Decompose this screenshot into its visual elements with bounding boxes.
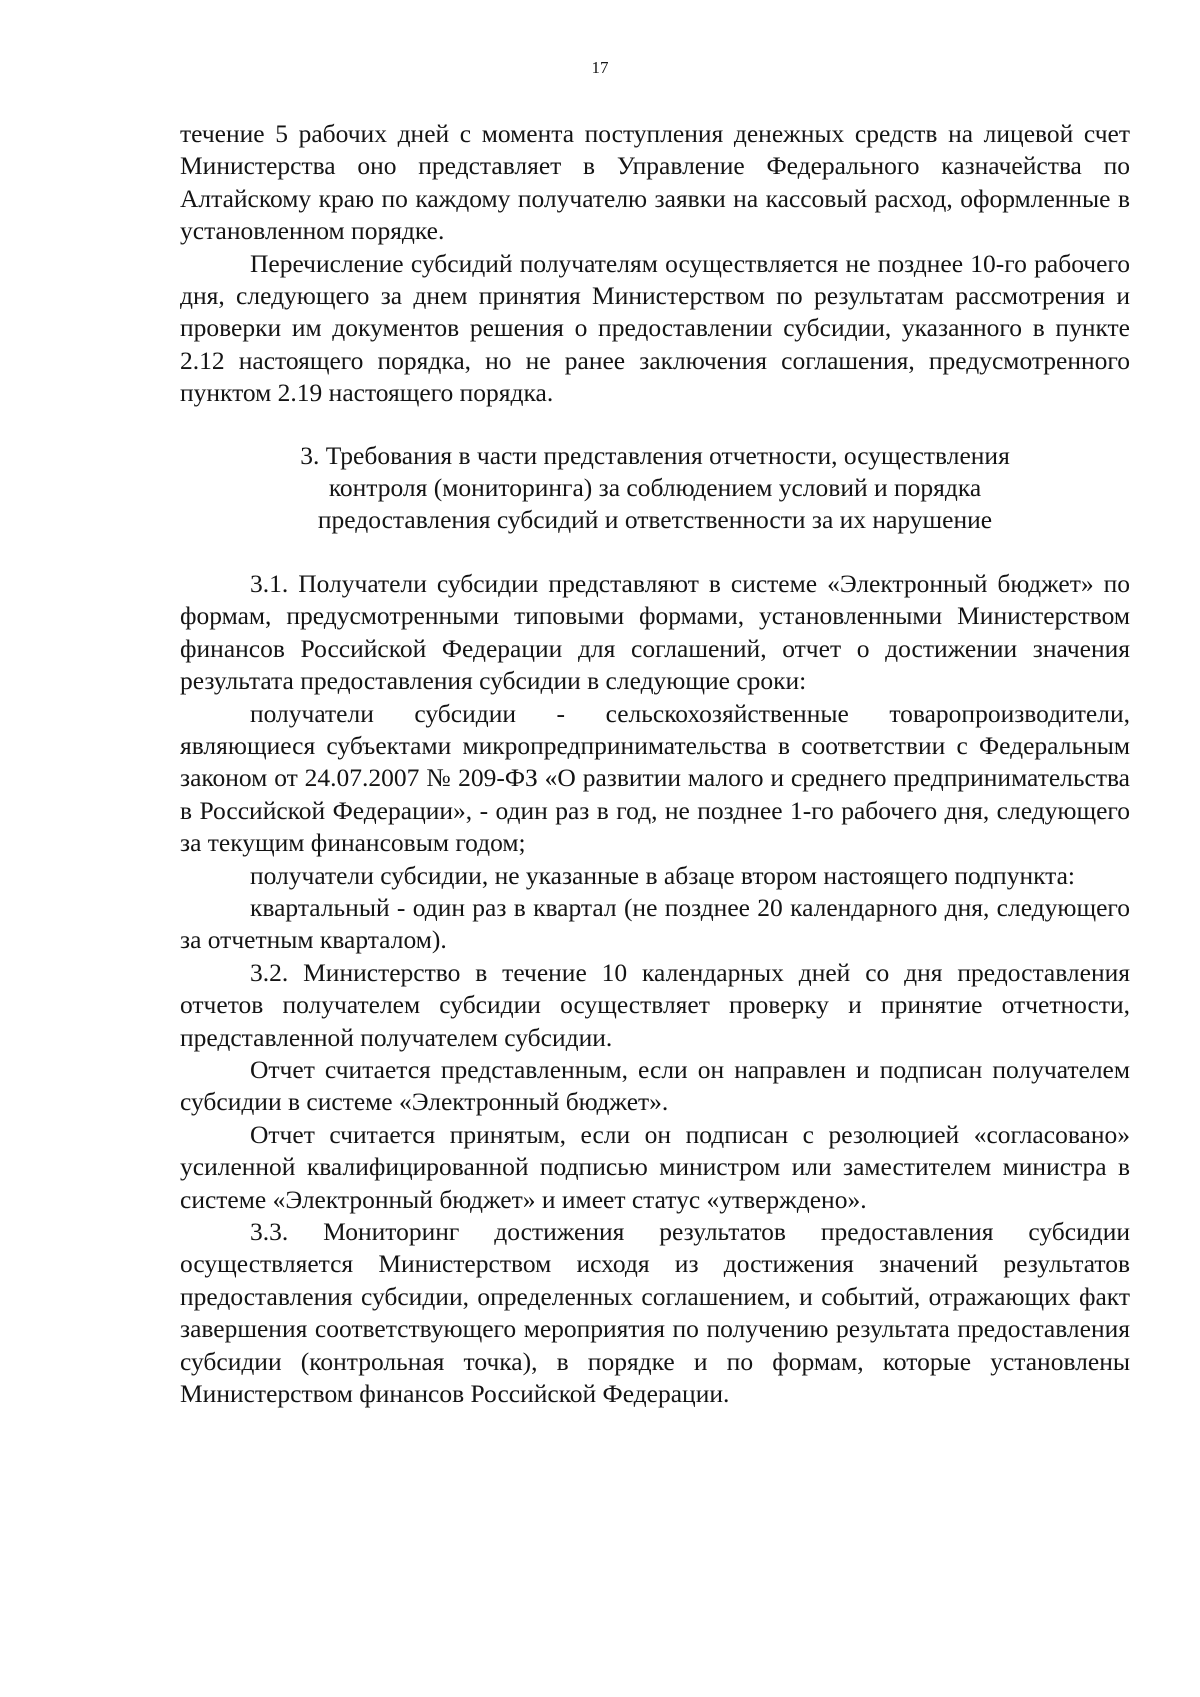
section-heading-line: предоставления субсидий и ответственности за их нарушение bbox=[317, 505, 993, 535]
paragraph-quarterly: квартальный - один раз в квартал (не позднее 20 календарного дня, следующего за отчетным кварталом). bbox=[180, 892, 1130, 955]
paragraph-report-submitted: Отчет считается представленным, если он направлен и подписан получателем субсидии в системе «Электронный бюджет». bbox=[180, 1054, 1130, 1117]
page-number: 17 bbox=[591, 58, 609, 77]
paragraph-3-1: 3.1. Получатели субсидии представляют в системе «Электронный бюджет» по формам, предусмотренными типовыми формами, установленными Министерством финансов Российской Федерации для соглашений, отчет о достижении значения результата предоставления субсидии в следующие сроки: bbox=[180, 568, 1130, 696]
paragraph-transfer: Перечисление субсидий получателям осуществляется не позднее 10-го рабочего дня, следующего за днем принятия Министерством по результатам рассмотрения и проверки им документов решения о предоставлении субсидии, указанного в пункте 2.12 настоящего порядка, но не ранее заключения соглашения, предусмотренного пунктом 2.19 настоящего порядка. bbox=[180, 248, 1130, 408]
paragraph-3-3: 3.3. Мониторинг достижения результатов предоставления субсидии осуществляется Министерством исходя из достижения значений результатов предоставления субсидии, определенных соглашением, и событий, отражающих факт завершения соответствующего мероприятия по получению результата предоставления субсидии (контрольная точка), в порядке и по формам, которые установлены Министерством финансов Российской Федерации. bbox=[180, 1217, 1130, 1409]
document-body bbox=[180, 118, 1130, 1410]
paragraph-report-accepted: Отчет считается принятым, если он подписан с резолюцией «согласовано» усиленной квалифицированной подписью министром или заместителем министра в системе «Электронный бюджет» и имеет статус «утверждено». bbox=[180, 1119, 1130, 1214]
paragraph-micro-producers: получатели субсидии - сельскохозяйственные товаропроизводители, являющиеся субъектами микропредпринимательства в соответствии с Федеральным законом от 24.07.2007 № 209-ФЗ «О развитии малого и среднего предпринимательства в Российской Федерации», - один раз в год, не позднее 1-го рабочего дня, следующего за текущим финансовым годом; bbox=[180, 698, 1130, 858]
section-heading bbox=[180, 440, 1130, 537]
section-heading-line: контроля (мониторинга) за соблюдением условий и порядка bbox=[328, 473, 982, 503]
paragraph-3-2: 3.2. Министерство в течение 10 календарных дней со дня предоставления отчетов получателем субсидии осуществляет проверку и принятие отчетности, представленной получателем субсидии. bbox=[180, 957, 1130, 1052]
section-heading-line: 3. Требования в части представления отчетности, осуществления bbox=[300, 440, 1010, 470]
paragraph-continuation: течение 5 рабочих дней с момента поступления денежных средств на лицевой счет Министерства оно представляет в Управление Федерального казначейства по Алтайскому краю по каждому получателю заявки на кассовый расход, оформленные в установленном порядке. bbox=[180, 119, 1130, 246]
paragraph-other-recipients: получатели субсидии, не указанные в абзаце втором настоящего подпункта: bbox=[250, 860, 1076, 890]
